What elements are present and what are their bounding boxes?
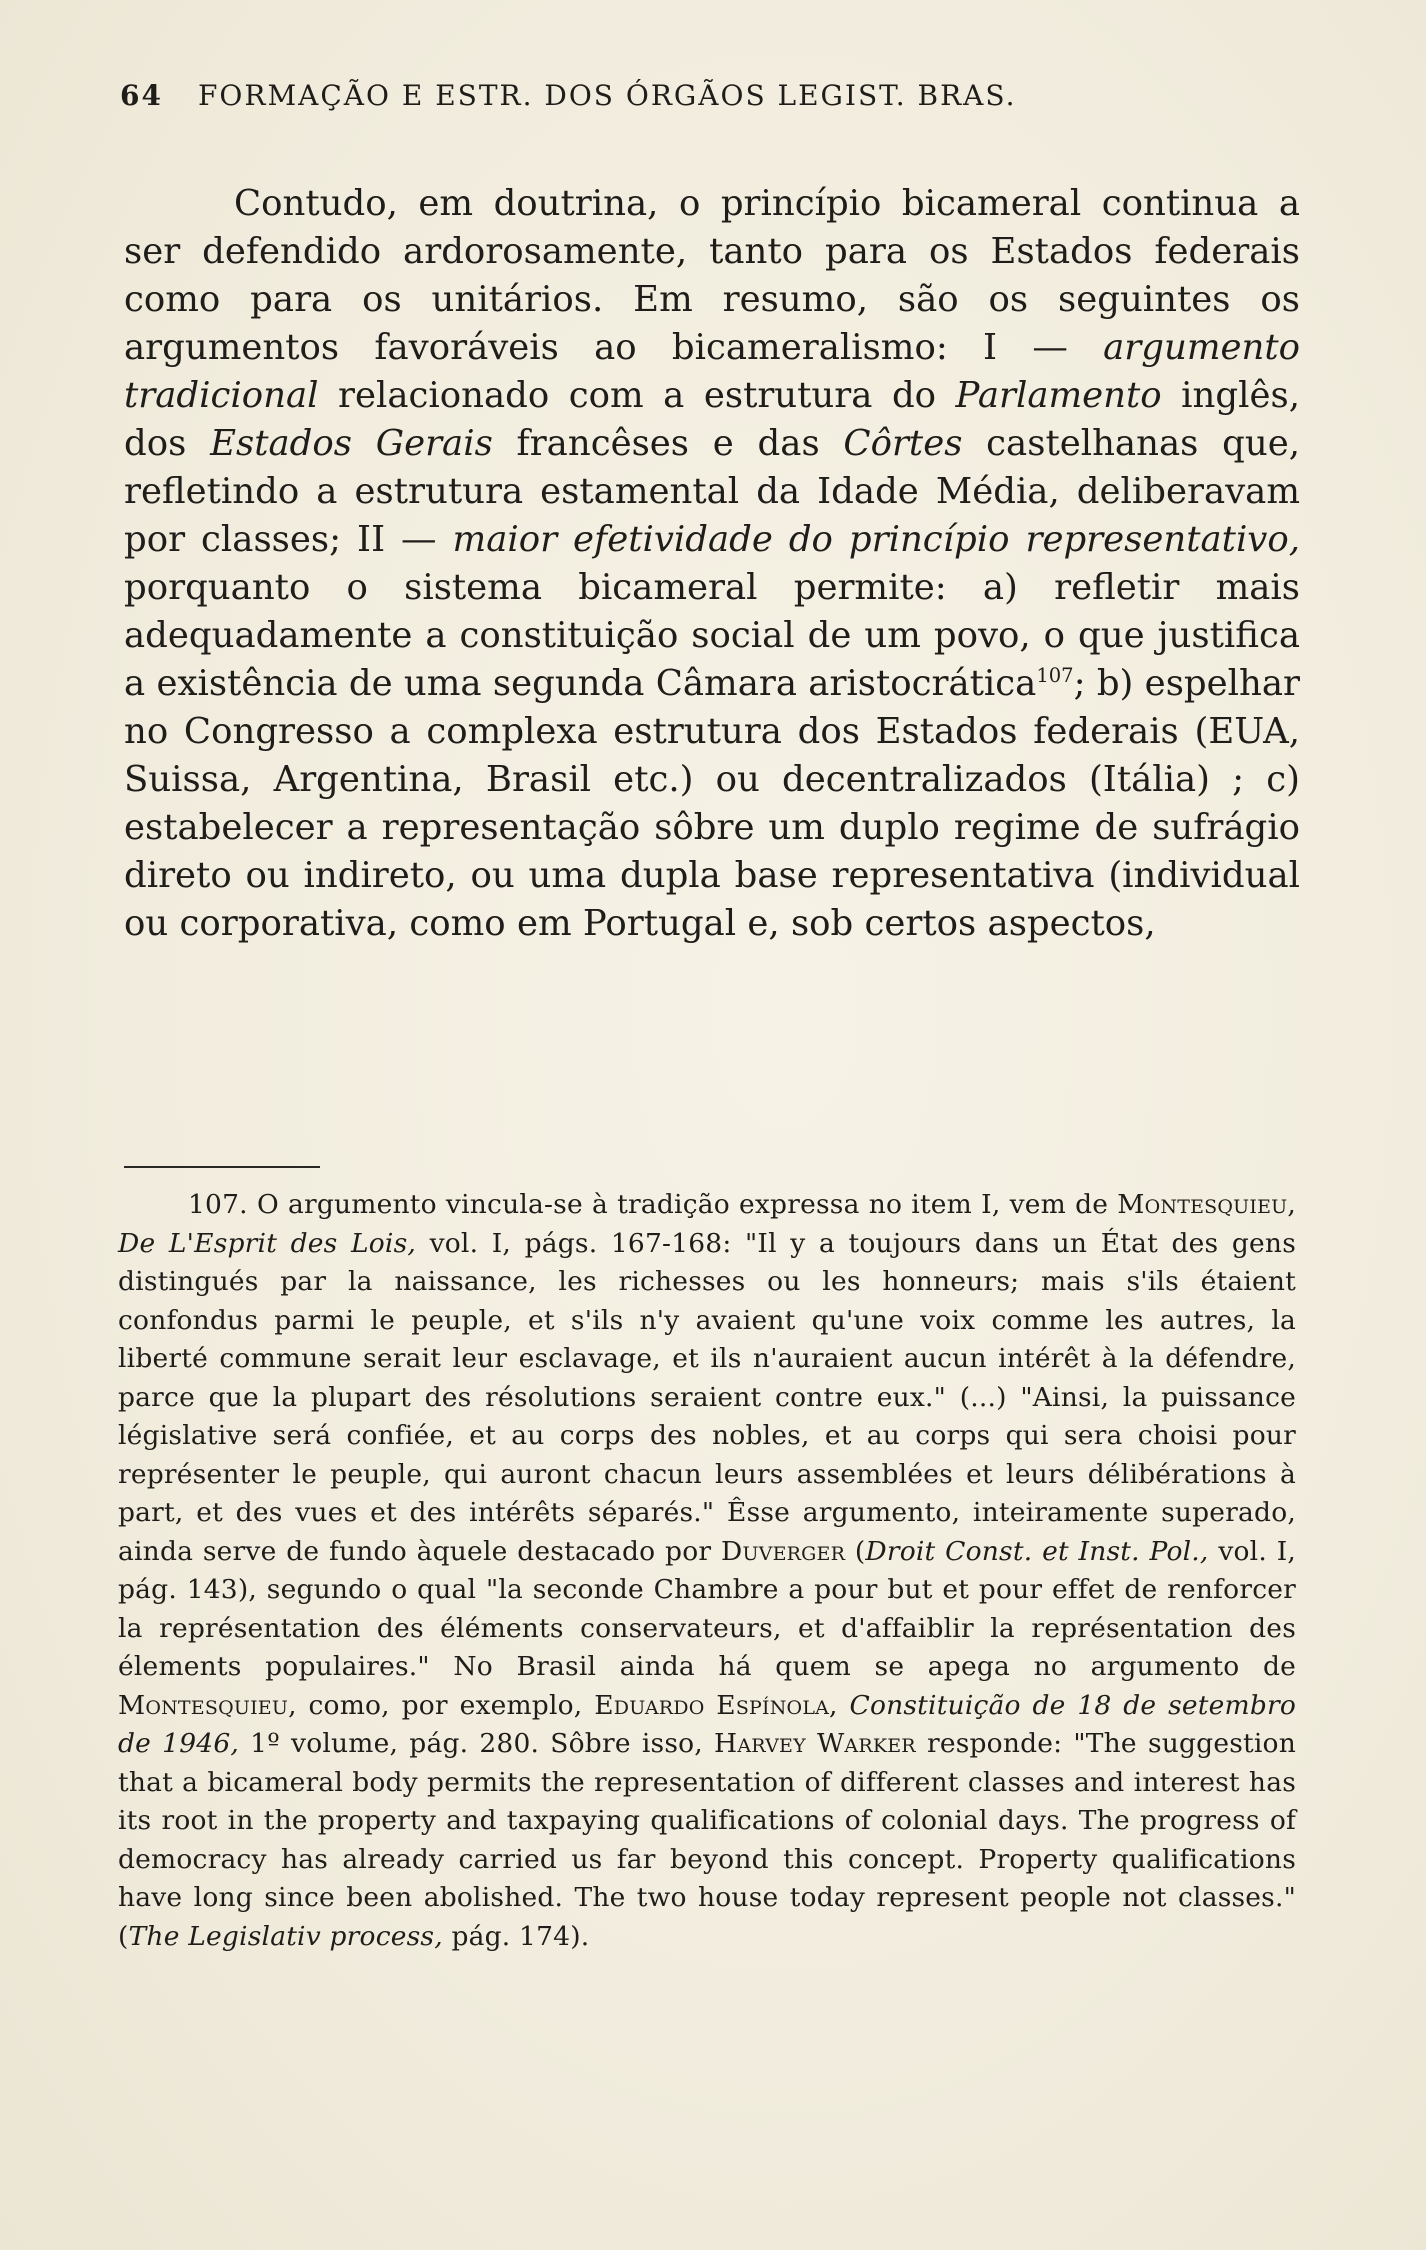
author-name: Montesquieu, (118, 1689, 297, 1721)
text-run: porquanto o sistema bicameral permite: a) refletir mais adequadamente a constituição social de um povo, o que justifica a existência de uma segunda Câmara aristocrática (124, 567, 1300, 704)
main-text (124, 180, 1300, 948)
author-name: Montesquieu, (1117, 1189, 1296, 1220)
text-run: responde: "The suggestion that a bicameral body permits the representation of different classes and interest has its root in the property and taxpaying qualifications of colonial days. The progress of democracy has already carried us far beyond this concept. Property qualifications have long since been abolished. The two house today represent people not classes." ( (118, 1728, 1296, 1952)
running-header (120, 70, 1290, 122)
page-number: 64 (120, 79, 163, 112)
text-run: ; b) espelhar no Congresso a complexa estrutura dos Estados federais (EUA, Suissa, Argentina, Brasil etc.) ou decentralizados (Itália) ; c) estabelecer a representação sôbre um duplo regime de sufrágio direto ou indireto, ou uma dupla base representativa (individual ou corporativa, como em Portugal e, sob certos aspectos, (124, 663, 1300, 944)
author-name: Harvey Warker (714, 1728, 916, 1759)
text-run: como, por exemplo, (296, 1689, 595, 1721)
text-run: 107. O argumento vincula-se à tradição expressa no item I, vem de (188, 1189, 1118, 1220)
author-name: Eduardo Espínola, (594, 1689, 838, 1721)
book-title: Droit Const. et Inst. Pol., (865, 1535, 1209, 1567)
text-run: inglês, dos (124, 375, 1300, 464)
footnote-reference: 107 (1036, 664, 1074, 688)
footnote-paragraph (118, 1186, 1296, 1956)
text-run: Contudo, em doutrina, o princípio bicameral continua a ser defendido ardorosamente, tanto para os Estados federais como para os unitários. Em resumo, são os seguintes os argumentos favoráveis ao bicameralismo: I — (124, 183, 1300, 368)
italic-term: Parlamento (955, 375, 1162, 416)
italic-term: Estados Gerais (210, 423, 493, 464)
italic-term: Côrtes (843, 423, 963, 464)
text-run: pág. 174). (442, 1920, 590, 1952)
book-title: The Legislativ process, (128, 1920, 443, 1952)
text-run: vol. I, págs. 167-168: "Il y a toujours dans un État des gens distingués par la naissance, les richesses ou les honneurs; mais s'ils étaient confondus parmi le peuple, et s'ils n'y avaient qu'une voix comme les autres, la liberté commune serait leur esclavage, et ils n'auraient aucun intérêt à la défendre, parce que la plupart des résolutions seraient contre eux." (...) "Ainsi, la puissance législative será confiée, et au corps des nobles, et au corps qui sera choisi pour représenter le peuple, qui auront chacun leurs assemblées et leurs délibérations à part, et des vues et des intérêts séparés." Êsse argumento, inteiramente superado, ainda serve de fundo àquele destacado por (118, 1227, 1296, 1567)
italic-term: maior efetividade do princípio representativo, (452, 519, 1301, 560)
text-run (838, 1690, 850, 1721)
body-paragraph (124, 180, 1300, 948)
text-run: francêses e das (492, 423, 844, 464)
text-run: vol. I, pág. 143), segundo o qual "la seconde Chambre a pour but et pour effet de renforcer la représentation des éléments conservateurs, et d'affaiblir la représentation des élements populaires." No Brasil ainda há quem se apega no argumento de (118, 1535, 1296, 1682)
text-run: 1º volume, pág. 280. Sôbre isso, (239, 1728, 715, 1759)
footnote-107 (118, 1186, 1296, 1956)
book-title: Constituição de 18 de setembro de 1946, (118, 1689, 1297, 1759)
running-title: FORMAÇÃO E ESTR. DOS ÓRGÃOS LEGIST. BRAS. (198, 79, 1017, 112)
footnote-divider (124, 1166, 320, 1168)
text-run: relacionado com a estrutura do (318, 375, 956, 416)
italic-term: argumento tradicional (124, 327, 1300, 416)
text-run: ( (845, 1535, 866, 1567)
book-title: De L'Esprit des Lois, (118, 1227, 417, 1259)
author-name: Duverger (721, 1535, 846, 1567)
text-run: castelhanas que, refletindo a estrutura estamental da Idade Média, deliberavam por classes; II — (124, 423, 1300, 560)
